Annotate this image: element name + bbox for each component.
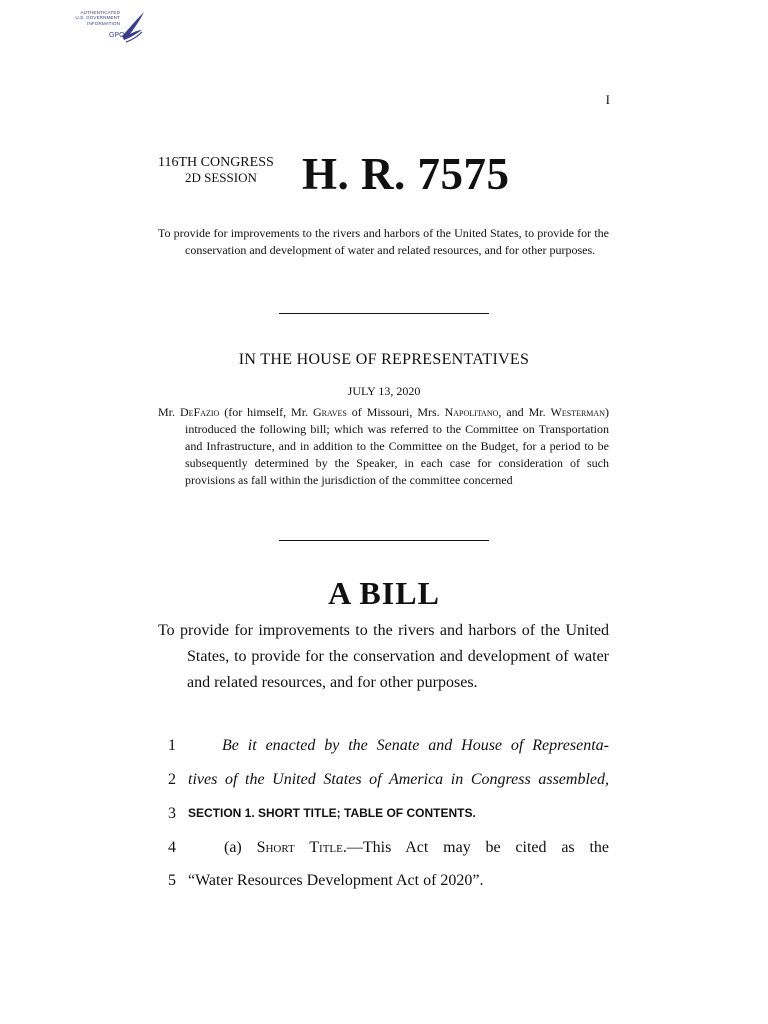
act-name-line: “Water Resources Development Act of 2020”. bbox=[188, 872, 484, 889]
cosponsor-name: Graves bbox=[312, 405, 347, 419]
seal-text-line: U.S. GOVERNMENT bbox=[75, 15, 120, 21]
long-purpose: To provide for improvements to the rivers and harbors of the United States, to provide for the conservation and development of water and related resources, and for other purposes. bbox=[158, 622, 609, 691]
line-number: 4 bbox=[168, 839, 176, 856]
intro-text-part: , and Mr. bbox=[498, 405, 551, 419]
divider bbox=[279, 313, 489, 314]
congress-session bbox=[158, 155, 274, 185]
short-title-line bbox=[188, 839, 609, 859]
intro-text-part: ) introduced the following bill; which was referred to the Committee on Transportation and Infrastructure, and in addition to the Committee on the Budget, for a period to be subsequently determined by the Speaker, in each case for consideration of such provisions as fall within the jurisdiction of the committee concerned bbox=[185, 405, 609, 487]
cosponsor-name: Napolitano bbox=[444, 405, 499, 419]
intro-text-part: Mr. bbox=[158, 405, 180, 419]
subsection-marker: (a) bbox=[224, 839, 257, 856]
line-number: 5 bbox=[168, 872, 176, 889]
short-title-text: .—This Act may be cited as the bbox=[342, 839, 609, 856]
line-number: 2 bbox=[168, 771, 176, 788]
page-mark: I bbox=[605, 92, 610, 107]
seal-text-line: INFORMATION bbox=[87, 20, 120, 26]
seal-text bbox=[62, 10, 120, 26]
intro-text-part: (for himself, Mr. bbox=[219, 405, 313, 419]
gpo-mark: GPO bbox=[109, 32, 125, 39]
intro-text-part: of Missouri, Mrs. bbox=[346, 405, 445, 419]
line-number: 1 bbox=[168, 737, 176, 754]
enacting-clause-line: tives of the United States of America in Congress assembled, bbox=[188, 771, 609, 788]
session-label: 2D SESSION bbox=[185, 170, 257, 185]
eagle-icon bbox=[118, 6, 148, 48]
section-heading: SECTION 1. SHORT TITLE; TABLE OF CONTENTS. bbox=[188, 806, 476, 820]
gpo-authentication-seal bbox=[62, 6, 148, 46]
bill-title: A BILL bbox=[328, 575, 440, 611]
enacting-clause-line: Be it enacted by the Senate and House of Representa- bbox=[222, 737, 609, 754]
line-number: 3 bbox=[168, 805, 176, 822]
short-purpose: To provide for improvements to the rivers and harbors of the United States, to provide for the conservation and development of water and related resources, and for other purposes. bbox=[158, 226, 609, 257]
subsection-heading: Short Title bbox=[256, 839, 343, 856]
introduction-date: JULY 13, 2020 bbox=[347, 384, 421, 398]
introduction-statement bbox=[158, 404, 609, 489]
divider bbox=[279, 540, 489, 541]
cosponsor-name: Westerman bbox=[550, 405, 605, 419]
bill-number: H. R. 7575 bbox=[302, 149, 510, 199]
seal-text-line: AUTHENTICATED bbox=[80, 10, 120, 15]
congress-label: 116TH CONGRESS bbox=[158, 155, 274, 170]
house-heading: IN THE HOUSE OF REPRESENTATIVES bbox=[238, 351, 530, 368]
sponsor-name: DeFazio bbox=[179, 405, 220, 419]
